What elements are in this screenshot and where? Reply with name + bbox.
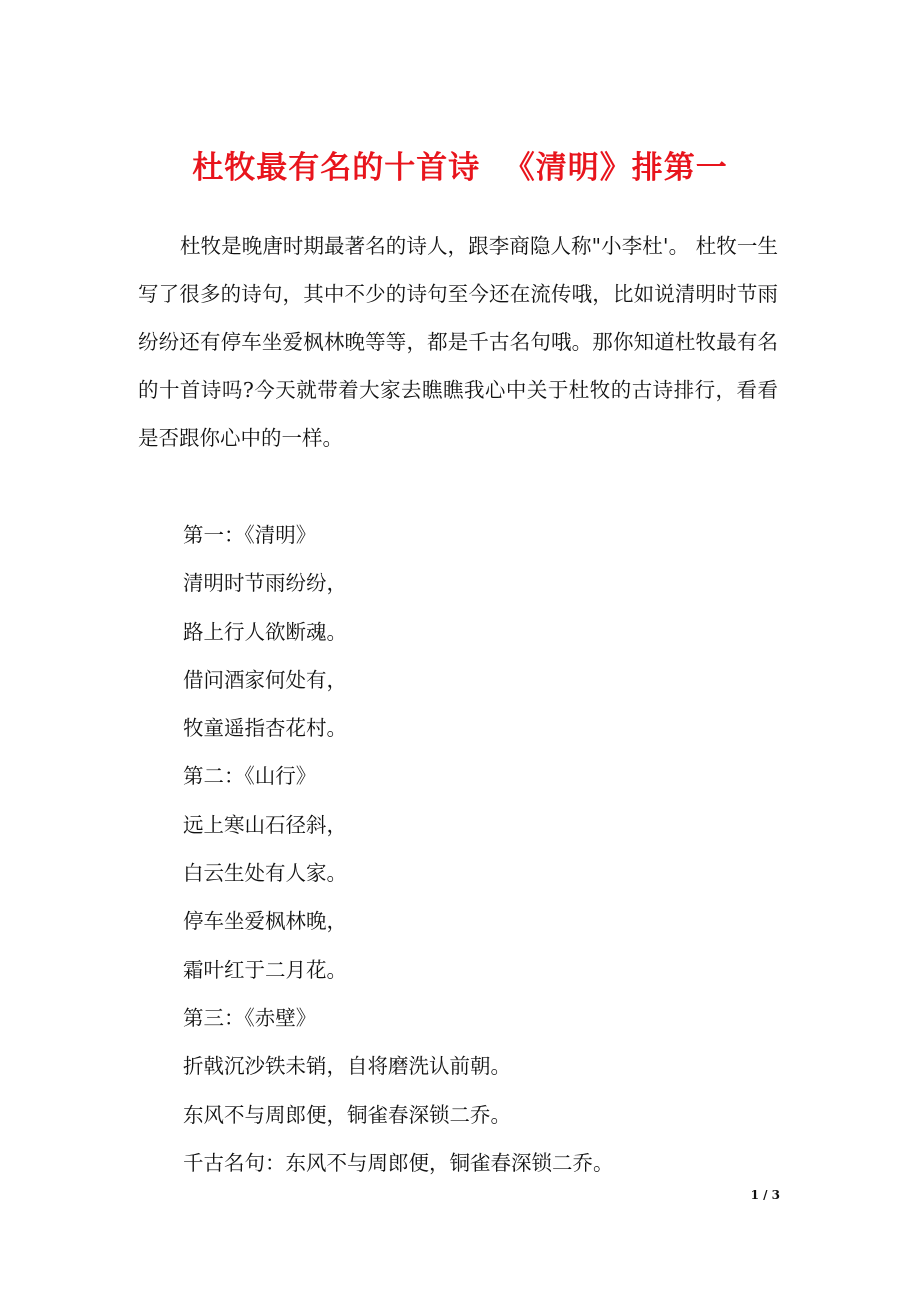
page-number: 1 / 3 <box>750 1188 780 1202</box>
poem-line: 牧童遥指杏花村。 <box>183 716 347 741</box>
poem-line: 折戟沉沙铁未销，自将磨洗认前朝。 <box>183 1054 511 1079</box>
famous-quote-line: 千古名句：东风不与周郎便，铜雀春深锁二乔。 <box>183 1150 614 1175</box>
poem-line: 霜叶红于二月花。 <box>183 957 347 982</box>
poem-line: 路上行人欲断魂。 <box>183 619 347 644</box>
document-title: 杜牧最有名的十首诗 《清明》排第一 <box>192 150 728 186</box>
poem-line: 停车坐爱枫林晚， <box>183 909 347 934</box>
poem-line: 东风不与周郎便，铜雀春深锁二乔。 <box>183 1102 511 1127</box>
poem-line: 清明时节雨纷纷， <box>183 571 347 596</box>
poem-line: 远上寒山石径斜， <box>183 812 347 837</box>
poem-list <box>183 511 783 1187</box>
poem-line: 白云生处有人家。 <box>183 861 347 886</box>
section-heading-3: 第三：《赤壁》 <box>183 1005 317 1030</box>
poem-line: 借问酒家何处有， <box>183 667 347 692</box>
section-heading-1: 第一：《清明》 <box>183 523 317 547</box>
intro-paragraph: 杜牧是晚唐时期最著名的诗人，跟李商隐人称"小李杜'。 杜牧一生写了很多的诗句，其中不少的诗句至今还在流传哦，比如说清明时节雨纷纷还有停车坐爱枫林晚等等，都是千古名句哦。那你知道杜牧最有名的十首诗吗?今天就带着大家去瞧瞧我心中关于杜牧的古诗排行，看看是否跟你心中的一样。 <box>138 234 778 450</box>
section-heading-2: 第二：《山行》 <box>183 764 317 789</box>
